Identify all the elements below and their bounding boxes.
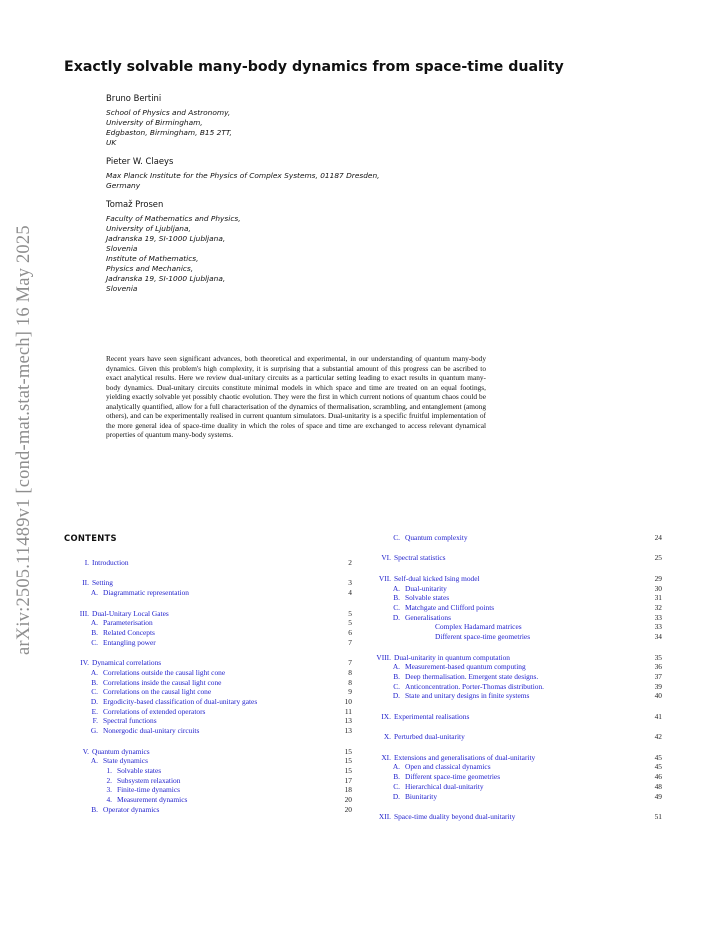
toc-entry[interactable] [366,533,662,543]
toc-page-number: 20 [344,794,352,804]
toc-entry-link[interactable]: Extensions and generalisations of dual-unitarity [394,752,536,762]
toc-entry[interactable] [366,593,662,603]
toc-page-number: 15 [344,756,352,766]
toc-entry[interactable] [366,691,662,701]
toc-entry-link[interactable]: Introduction [92,558,129,567]
toc-page-number: 49 [654,791,662,801]
author-affiliation-line: Edgbaston, Birmingham, B15 2TT, [106,128,232,137]
toc-page-number: 20 [344,804,352,814]
author-affiliation-line: University of Birmingham, [106,118,203,127]
toc-entry-link[interactable]: Operator dynamics [103,804,160,814]
toc-entry-link[interactable]: Measurement-based quantum computing [405,662,526,672]
toc-page-number: 37 [654,671,662,681]
toc-entry[interactable] [366,603,662,613]
toc-entry-link[interactable]: Dynamical correlations [92,658,162,668]
toc-entry-number[interactable]: V. [82,746,89,756]
toc-page-number: 33 [654,612,662,622]
author-name: Tomaž Prosen [106,199,164,209]
toc-entry-number[interactable]: D. [392,612,400,622]
toc-entry[interactable] [366,622,662,632]
toc-entry[interactable] [64,776,352,786]
toc-entry[interactable] [64,628,352,638]
toc-entry-link[interactable]: Ergodicity-based classification of dual-unitary gates [103,696,258,706]
toc-page-number: 15 [344,765,352,775]
toc-entry-link[interactable]: Space-time duality beyond dual-unitarity [394,812,516,822]
toc-entry[interactable] [64,668,352,678]
toc-page-number: 29 [654,573,662,583]
toc-entry[interactable] [366,792,662,802]
toc-left-column [64,558,352,814]
toc-entry[interactable] [366,682,662,692]
toc-entry[interactable] [366,672,662,682]
toc-page-number: 7 [348,637,352,647]
toc-entry[interactable] [64,805,352,815]
toc-entry-link[interactable]: Experimental realisations [394,711,470,721]
toc-entry-number[interactable]: A. [90,667,98,677]
toc-entry[interactable] [64,756,352,766]
toc-entry-number[interactable]: D. [392,691,400,701]
toc-entry-number[interactable]: III. [79,608,89,618]
toc-entry-link[interactable]: Finite-time dynamics [117,785,181,795]
toc-entry-link[interactable]: Solvable states [405,593,450,603]
author-affiliation-line: Physics and Mechanics, [106,264,194,273]
toc-page-number: 10 [344,696,352,706]
toc-page-number: 33 [654,622,662,632]
toc-entry-link[interactable]: State and unitary designs in finite systems [405,691,530,701]
toc-entry-link[interactable]: Self-dual kicked Ising model [394,573,480,583]
toc-entry-link[interactable]: Correlations outside the causal light cone [103,667,226,677]
toc-entry-number[interactable]: B. [393,671,400,681]
toc-entry-number[interactable]: C. [393,603,400,613]
toc-page-number: 48 [654,781,662,791]
toc-page-number: 36 [654,662,662,672]
toc-entry[interactable] [64,795,352,805]
toc-page-number: 25 [654,553,662,563]
toc-page-number: 8 [348,677,352,687]
toc-entry-link[interactable]: Diagrammatic representation [103,588,189,598]
toc-entry-link[interactable]: Setting [92,578,113,588]
toc-page-number: 35 [654,652,662,662]
author-affiliation-line: Jadranska 19, SI-1000 Ljubljana, [106,274,226,283]
toc-entry[interactable] [64,638,352,648]
toc-entry-number[interactable]: II. [82,578,89,588]
toc-entry-number[interactable]: A. [392,583,400,593]
toc-entry-link[interactable]: Correlations on the causal light cone [103,687,212,697]
toc-entry[interactable] [64,785,352,795]
toc-entry-link[interactable]: Nonergodic dual-unitary circuits [103,726,200,736]
toc-entry-link[interactable]: Different space-time geometries [405,772,501,782]
toc-entry[interactable] [64,578,352,588]
toc-entry[interactable] [64,588,352,598]
toc-right-column [366,533,662,822]
toc-entry-link[interactable]: Spectral statistics [394,553,446,563]
toc-entry-link[interactable]: Generalisations [405,612,451,622]
toc-entry-number[interactable]: A. [90,756,98,766]
toc-page-number: 5 [348,618,352,628]
toc-entry-number[interactable]: X. [383,732,391,742]
toc-entry[interactable] [366,812,662,822]
toc-page-number: 5 [348,608,352,618]
toc-entry-link[interactable]: Spectral functions [103,716,157,726]
toc-entry-number[interactable]: E. [91,706,98,716]
toc-entry[interactable] [366,732,662,742]
paper-title: Exactly solvable many-body dynamics from space-time duality [64,59,564,75]
toc-page-number: 32 [654,603,662,613]
toc-entry[interactable] [64,609,352,619]
toc-entry[interactable] [366,782,662,792]
toc-entry-link[interactable]: Quantum dynamics [92,746,150,756]
toc-entry[interactable] [64,678,352,688]
toc-entry-number[interactable]: A. [90,618,98,628]
toc-entry[interactable] [366,613,662,623]
toc-entry[interactable] [64,747,352,757]
toc-page-number: 24 [654,533,662,542]
toc-page-number: 45 [654,752,662,762]
toc-page-number: 15 [344,746,352,756]
toc-page-number: 7 [348,658,352,668]
toc-entry-link[interactable]: Hierarchical dual-unitarity [405,781,484,791]
toc-entry-number[interactable]: C. [393,781,400,791]
toc-entry-number[interactable]: IX. [381,711,391,721]
toc-page-number: 51 [654,812,662,822]
toc-entry-link[interactable]: Entangling power [103,637,156,647]
toc-entry[interactable] [366,762,662,772]
toc-page-number: 3 [348,578,352,588]
toc-entry-number[interactable]: B. [91,804,98,814]
toc-page-number: 18 [344,785,352,795]
contents-heading: CONTENTS [64,533,117,543]
toc-entry-number[interactable]: B. [393,772,400,782]
toc-entry-number[interactable]: D. [392,791,400,801]
toc-page-number: 9 [348,687,352,697]
toc-entry-link[interactable]: Matchgate and Clifford points [405,603,495,613]
author-affiliation-line: School of Physics and Astronomy, [106,108,231,117]
toc-page-number: 4 [348,588,352,598]
toc-entry-link[interactable]: Subsystem relaxation [117,775,181,785]
toc-entry-number[interactable]: A. [392,662,400,672]
toc-entry[interactable] [366,574,662,584]
toc-entry[interactable] [366,712,662,722]
toc-entry[interactable] [64,716,352,726]
toc-entry-number[interactable]: C. [91,637,98,647]
toc-entry[interactable] [64,726,352,736]
arxiv-identifier-stamp: arXiv:2505.11489v1 [cond-mat.stat-mech] 16 May 2025 [14,225,34,655]
toc-page-number: 45 [654,762,662,772]
toc-entry-link[interactable]: Correlations inside the causal light cone [103,677,222,687]
toc-entry-number[interactable]: G. [90,726,98,736]
toc-page-number: 34 [654,632,662,642]
toc-entry-number[interactable]: F. [92,716,98,726]
toc-entry[interactable] [64,766,352,776]
author-entry [106,199,526,294]
toc-entry-link[interactable]: Quantum complexity [405,533,468,542]
toc-page-number: 46 [654,772,662,782]
toc-entry-number[interactable]: A. [90,588,98,598]
toc-entry-number[interactable]: IV. [80,658,89,668]
toc-entry-link[interactable]: Biunitarity [405,791,438,801]
toc-entry[interactable] [366,632,662,642]
author-name: Pieter W. Claeys [106,156,174,166]
toc-page-number: 42 [654,732,662,742]
toc-page-number: 30 [654,583,662,593]
toc-entry[interactable] [366,772,662,782]
toc-entry[interactable] [64,558,352,568]
toc-entry-link[interactable]: Deep thermalisation. Emergent state designs. [405,671,539,681]
toc-entry-link[interactable]: Perturbed dual-unitarity [394,732,465,742]
toc-entry[interactable] [64,658,352,668]
toc-entry-link[interactable]: Correlations of extended operators [103,706,206,716]
toc-page-number: 11 [344,706,352,716]
toc-entry-link[interactable]: Different space-time geometries [435,632,531,642]
toc-entry-number[interactable]: VI. [381,553,391,563]
toc-entry-number[interactable]: 2. [106,775,112,785]
toc-page-number: 8 [348,667,352,677]
toc-entry-link[interactable]: Open and classical dynamics [405,762,491,772]
toc-entry-number[interactable]: XII. [378,812,391,822]
toc-entry-number[interactable]: A. [392,762,400,772]
toc-page-number: 40 [654,691,662,701]
author-affiliation-line: Institute of Mathematics, [106,254,199,263]
toc-entry-number[interactable]: D. [90,696,98,706]
toc-entry-number[interactable]: VIII. [376,652,391,662]
toc-entry-link[interactable]: Parameterisation [103,618,153,628]
toc-entry-link[interactable]: Solvable states [117,765,162,775]
toc-entry-number[interactable]: B. [91,628,98,638]
toc-entry-link[interactable]: Complex Hadamard matrices [435,622,522,632]
toc-entry[interactable] [366,662,662,672]
toc-entry-number[interactable]: C. [91,687,98,697]
toc-entry[interactable] [64,687,352,697]
author-block [106,93,526,302]
toc-page-number: 41 [654,711,662,721]
toc-page-number: 2 [348,558,352,567]
toc-entry-link[interactable]: Measurement dynamics [117,794,188,804]
author-affiliation-line: Jadranska 19, SI-1000 Ljubljana, [106,234,226,243]
toc-entry[interactable] [366,753,662,763]
toc-entry-number[interactable]: 3. [106,785,112,795]
author-entry [106,156,526,191]
author-affiliation-line: Slovenia [106,244,138,253]
toc-entry-number[interactable]: B. [393,593,400,603]
author-affiliation-line: Slovenia [106,284,138,293]
toc-entry-link[interactable]: Dual-unitarity in quantum computation [394,652,510,662]
toc-entry[interactable] [366,553,662,563]
toc-entry-number[interactable]: 1. [106,765,112,775]
toc-entry-link[interactable]: Anticoncentration. Porter-Thomas distribution. [405,681,545,691]
toc-page-number: 6 [348,628,352,638]
toc-entry-link[interactable]: Dual-unitarity [405,583,447,593]
author-affiliation-line: UK [106,138,117,147]
toc-page-number: 13 [344,726,352,736]
abstract: Recent years have seen significant advances, both theoretical and experimental, in our understanding of quantum many-body dynamics. Given this problem's high complexity, it is surprising that a substantial amount of this progress can be ascribed to exact analytical results. Here we review dual-unitary circuits as a particular setting leading to exact results in quantum many-body dynamics. Dual-unitary circuits constitute minimal models in which space and time are treated on an equal footings, yielding exactly solvable yet possibly chaotic evolution. They were the first in which current notions of quantum chaos could be analytically quantified, allow for a full characterisation of the dynamics of thermalisation, scrambling, and entanglement (among others), and can be experimentally realised in current quantum simulators. Dual-unitarity is a specific fruitful implementation of the more general idea of space-time duality in which the roles of space and time are exchanged to access relevant dynamical properties of quantum many-body systems. [106,354,486,440]
toc-entry[interactable] [64,707,352,717]
toc-page-number: 17 [344,775,352,785]
author-affiliation-line: Max Planck Institute for the Physics of Complex Systems, 01187 Dresden, [106,171,380,180]
toc-entry-number[interactable]: VII. [378,573,391,583]
toc-entry-link[interactable]: Related Concepts [103,628,155,638]
author-affiliation-line: Faculty of Mathematics and Physics, [106,214,241,223]
toc-entry[interactable] [64,697,352,707]
toc-entry-link[interactable]: Dual-Unitary Local Gates [92,608,169,618]
author-affiliation-line: Germany [106,181,141,190]
author-name: Bruno Bertini [106,93,162,103]
toc-entry[interactable] [64,618,352,628]
toc-entry-number[interactable]: C. [393,533,400,542]
toc-entry-link[interactable]: State dynamics [103,756,148,766]
toc-page-number: 39 [654,681,662,691]
author-affiliation-line: University of Ljubljana, [106,224,191,233]
toc-entry-number[interactable]: XI. [381,752,391,762]
toc-page-number: 31 [654,593,662,603]
toc-entry-number[interactable]: I. [84,558,89,567]
toc-entry-number[interactable]: B. [91,677,98,687]
toc-page-number: 13 [344,716,352,726]
toc-entry[interactable] [366,584,662,594]
toc-entry-number[interactable]: C. [393,681,400,691]
toc-entry-number[interactable]: 4. [106,794,112,804]
toc-entry[interactable] [366,653,662,663]
author-entry [106,93,526,148]
